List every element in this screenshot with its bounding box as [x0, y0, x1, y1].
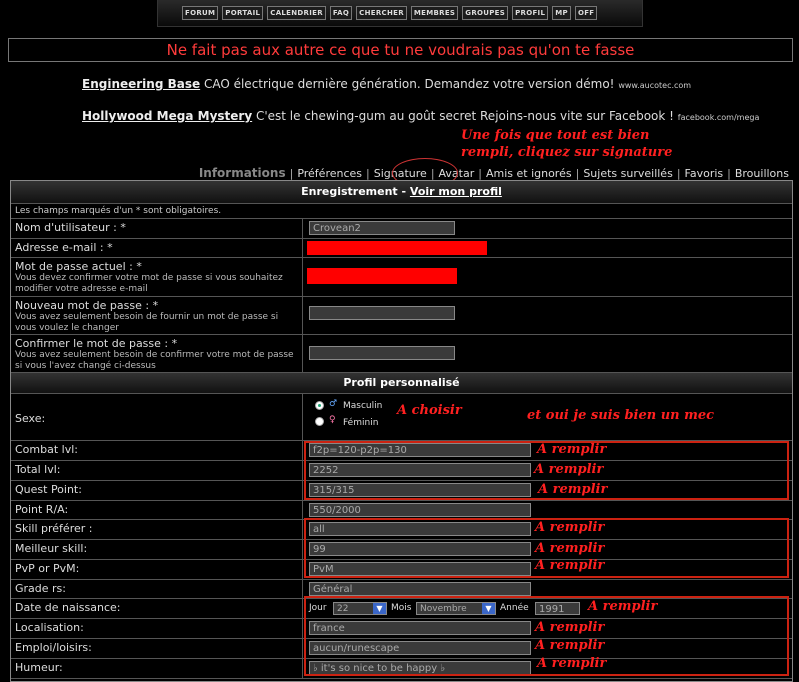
pvp-label: PvP or PvM: — [15, 562, 80, 575]
humeur-input[interactable]: ♭ it's so nice to be happy ♭ — [309, 661, 531, 675]
nav-off[interactable]: OFF — [575, 6, 597, 20]
chevron-down-icon: ▼ — [482, 603, 495, 614]
nav-mp[interactable]: MP — [552, 6, 571, 20]
best-skill-label: Meilleur skill: — [15, 542, 88, 555]
year-input[interactable]: 1991 — [535, 602, 580, 615]
jour-label: Jour — [309, 603, 327, 613]
tab-favoris[interactable]: Favoris — [684, 167, 724, 180]
new-password-help: Vous avez seulement besoin de fournir un mot de passe si vous voulez le changer — [15, 312, 279, 333]
annotation-a-remplir: A remplir — [535, 620, 605, 635]
annotation-a-choisir: A choisir — [397, 403, 462, 418]
required-note-row — [11, 204, 792, 219]
point-ra-label: Point R/A: — [15, 503, 69, 516]
emploi-input[interactable]: aucun/runescape — [309, 641, 531, 655]
female-icon: ♀ — [329, 415, 336, 425]
tab-avatar[interactable]: Avatar — [438, 167, 475, 180]
annotation-a-remplir: A remplir — [535, 541, 605, 556]
annotation-a-remplir: A remplir — [535, 638, 605, 653]
annotation-a-remplir: A remplir — [537, 442, 607, 457]
forum-quote: Ne fait pas aux autre ce que tu ne voudrais pas qu'on te fasse — [8, 38, 793, 62]
combat-input[interactable]: f2p=120-p2p=130 — [309, 443, 531, 457]
form-row-new-password — [11, 297, 792, 335]
current-password-label: Mot de passe actuel : * — [15, 260, 142, 273]
ad-domain: www.aucotec.com — [618, 81, 692, 90]
female-label: Féminin — [343, 418, 379, 428]
dob-label: Date de naissance: — [15, 601, 121, 614]
current-password-help: Vous devez confirmer votre mot de passe si vous souhaitez modifier votre adresse e-mail — [15, 273, 283, 294]
new-password-label: Nouveau mot de passe : * — [15, 299, 159, 312]
grade-label: Grade rs: — [15, 582, 66, 595]
male-icon: ♂ — [329, 399, 338, 409]
ad-title-link[interactable]: Engineering Base — [82, 77, 201, 91]
total-label: Total lvl: — [15, 463, 61, 476]
nav-forum[interactable]: FORUM — [182, 6, 218, 20]
top-navbar — [157, 0, 643, 27]
radio-female[interactable] — [315, 417, 324, 426]
quest-label: Quest Point: — [15, 483, 82, 496]
localisation-label: Localisation: — [15, 621, 84, 634]
tab-informations[interactable]: Informations — [198, 166, 286, 180]
current-password-input[interactable] — [307, 268, 457, 284]
grade-input[interactable]: Général — [309, 582, 531, 596]
tab-amis[interactable]: Amis et ignorés — [485, 167, 572, 180]
pvp-input[interactable]: PvM — [309, 562, 531, 576]
total-input[interactable]: 2252 — [309, 463, 531, 477]
combat-label: Combat lvl: — [15, 443, 78, 456]
day-value: 22 — [337, 604, 349, 614]
annotation-a-remplir: A remplir — [535, 520, 605, 535]
form-row-current-password — [11, 258, 792, 297]
chevron-down-icon: ▼ — [373, 603, 386, 614]
nav-chercher[interactable]: CHERCHER — [356, 6, 407, 20]
annotation-a-remplir: A remplir — [588, 599, 658, 614]
annotation-a-remplir: A remplir — [538, 482, 608, 497]
tab-brouillons[interactable]: Brouillons — [734, 167, 789, 180]
point-ra-input[interactable]: 550/2000 — [309, 503, 531, 517]
confirm-password-label: Confirmer le mot de passe : * — [15, 337, 178, 350]
best-skill-input[interactable]: 99 — [309, 542, 531, 556]
mois-label: Mois — [391, 603, 412, 613]
annotation-a-remplir: A remplir — [535, 558, 605, 573]
skill-prefere-input[interactable]: all — [309, 522, 531, 536]
ad-title-link[interactable]: Hollywood Mega Mystery — [82, 109, 253, 123]
form-row-username — [11, 219, 792, 239]
form-row-email — [11, 239, 792, 258]
emploi-label: Emploi/loisirs: — [15, 641, 92, 654]
sexe-label: Sexe: — [15, 412, 46, 425]
tab-preferences[interactable]: Préférences — [297, 167, 363, 180]
tab-signature[interactable]: Signature — [373, 167, 427, 180]
nav-portail[interactable]: PORTAIL — [222, 6, 263, 20]
ad-engineering — [82, 77, 691, 91]
tab-sujets[interactable]: Sujets surveillés — [583, 167, 673, 180]
month-value: Novembre — [420, 604, 467, 614]
confirm-password-help: Vous avez seulement besoin de confirmer votre mot de passe si vous l'avez changé ci-dessus — [15, 350, 294, 371]
annotation-a-remplir: A remplir — [537, 656, 607, 671]
annotation-a-remplir: A remplir — [534, 462, 604, 477]
section-header-custom-profile: Profil personnalisé — [11, 373, 792, 394]
username-label: Nom d'utilisateur : * — [15, 221, 126, 234]
nav-calendrier[interactable]: CALENDRIER — [267, 6, 326, 20]
male-label: Masculin — [343, 401, 383, 411]
nav-membres[interactable]: MEMBRES — [411, 6, 458, 20]
required-note: Les champs marqués d'un * sont obligatoires. — [15, 206, 222, 216]
annotation-mec: et oui je suis bien un mec — [527, 408, 715, 423]
skill-prefere-label: Skill préférer : — [15, 522, 93, 535]
nav-profil[interactable]: PROFIL — [512, 6, 548, 20]
nav-groupes[interactable]: GROUPES — [462, 6, 508, 20]
quest-input[interactable]: 315/315 — [309, 483, 531, 497]
nav-faq[interactable]: FAQ — [330, 6, 352, 20]
section-header-registration — [11, 181, 792, 204]
view-profile-link[interactable]: Voir mon profil — [409, 185, 502, 198]
username-input[interactable]: Crovean2 — [309, 221, 455, 235]
new-password-input[interactable] — [309, 306, 455, 320]
ad-domain: facebook.com/mega — [677, 113, 760, 122]
annotation-signature-line1: Une fois que tout est bien — [461, 128, 650, 143]
humeur-label: Humeur: — [15, 661, 63, 674]
ad-hollywood — [82, 109, 759, 123]
annee-label: Année — [500, 603, 529, 613]
section-title: Enregistrement - — [301, 185, 410, 198]
confirm-password-input[interactable] — [309, 346, 455, 360]
ad-text: C'est le chewing-gum au goût secret Rejoins-nous vite sur Facebook ! — [252, 109, 678, 123]
localisation-input[interactable]: france — [309, 621, 531, 635]
form-row-confirm-password — [11, 335, 792, 373]
radio-male[interactable] — [315, 401, 324, 410]
profile-tabs: Informations | Préférences | Signature | Avatar | Amis et ignorés | Sujets surveillés | Favoris | Brouillons — [198, 166, 789, 180]
email-input[interactable] — [307, 241, 487, 255]
email-label: Adresse e-mail : * — [15, 241, 113, 254]
ad-text: CAO électrique dernière génération. Demandez votre version démo! — [200, 77, 619, 91]
annotation-signature-line2: rempli, cliquez sur signature — [461, 145, 673, 160]
